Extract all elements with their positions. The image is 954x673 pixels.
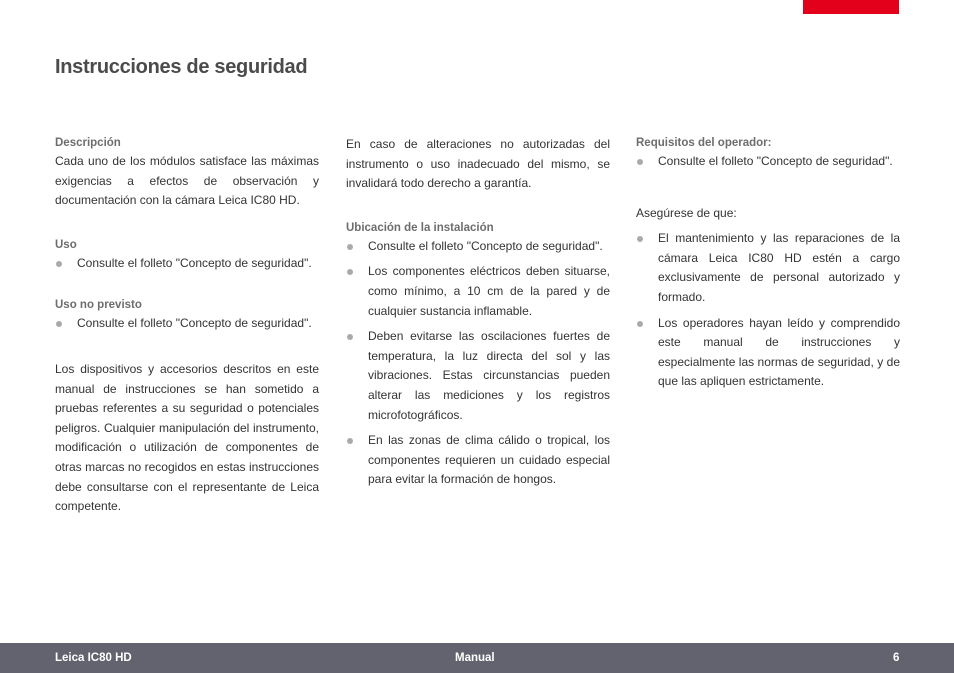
list-item: Consulte el folleto "Concepto de seguridad". <box>55 314 319 334</box>
bullet-icon <box>347 269 353 275</box>
list-item: Los componentes eléctricos deben situarse, como mínimo, a 10 cm de la pared y de cualquier sustancia inflamable. <box>346 262 610 321</box>
page-title: Instrucciones de seguridad <box>55 56 308 78</box>
uso-heading: Uso <box>55 238 77 251</box>
requisitos-heading: Requisitos del operador: <box>636 137 772 149</box>
bullet-icon <box>347 438 353 444</box>
list-item: El mantenimiento y las reparaciones de la cámara Leica IC80 HD estén a cargo exclusivamente de personal autorizado y formado. <box>636 229 900 307</box>
asegurese-list <box>636 229 900 392</box>
column-1 <box>55 135 319 517</box>
list-item: En las zonas de clima cálido o tropical, los componentes requieren un cuidado especial para evitar la formación de hongos. <box>346 431 610 490</box>
bullet-icon <box>347 244 353 250</box>
footer-bar <box>0 643 954 673</box>
column-2 <box>346 135 610 496</box>
garantia-text: En caso de alteraciones no autorizadas del instrumento o uso inadecuado del mismo, se invalidará todo derecho a garantía. <box>346 137 610 191</box>
ubicacion-list <box>346 237 610 490</box>
bullet-icon <box>347 334 353 340</box>
bullet-icon <box>637 236 643 242</box>
footer-section: Manual <box>455 652 495 664</box>
list-item: Los operadores hayan leído y comprendido este manual de instrucciones y especialmente las normas de seguridad, y de que las apliquen estrictamente. <box>636 314 900 392</box>
footer-page-number: 6 <box>893 652 900 664</box>
requisitos-list <box>636 152 900 172</box>
list-item: Consulte el folleto "Concepto de seguridad". <box>636 152 900 172</box>
list-item: Deben evitarse las oscilaciones fuertes de temperatura, la luz directa del sol y las vibraciones. Estas circunstancias pueden alterar las mediciones y los registros microfotográficos. <box>346 327 610 425</box>
dispositivos-text: Los dispositivos y accesorios descritos en este manual de instrucciones se han sometido a pruebas referentes a su seguridad o potenciales peligros. Cualquier manipulación del instrumento, modificación o utilización de componentes de otras marcas no recogidos en estas instrucciones debe consultarse con el representante de Leica competente. <box>55 361 319 514</box>
column-3 <box>636 135 900 398</box>
bullet-icon <box>56 321 62 327</box>
ubicacion-heading: Ubicación de la instalación <box>346 221 494 234</box>
footer-product: Leica IC80 HD <box>55 652 132 664</box>
descripcion-heading: Descripción <box>55 137 121 149</box>
asegurese-text: Asegúrese de que: <box>636 205 737 220</box>
bullet-icon <box>637 321 643 327</box>
list-item: Consulte el folleto "Concepto de seguridad". <box>55 254 319 274</box>
descripcion-text: Cada uno de los módulos satisface las máximas exigencias a efectos de observación y documentación con la cámara Leica IC80 HD. <box>55 154 319 208</box>
uso-list <box>55 254 319 274</box>
uso-no-previsto-heading: Uso no previsto <box>55 299 142 312</box>
bullet-icon <box>637 159 643 165</box>
list-item: Consulte el folleto "Concepto de seguridad". <box>346 237 610 257</box>
accent-tab <box>803 0 899 14</box>
uso-no-previsto-list <box>55 314 319 334</box>
bullet-icon <box>56 261 62 267</box>
